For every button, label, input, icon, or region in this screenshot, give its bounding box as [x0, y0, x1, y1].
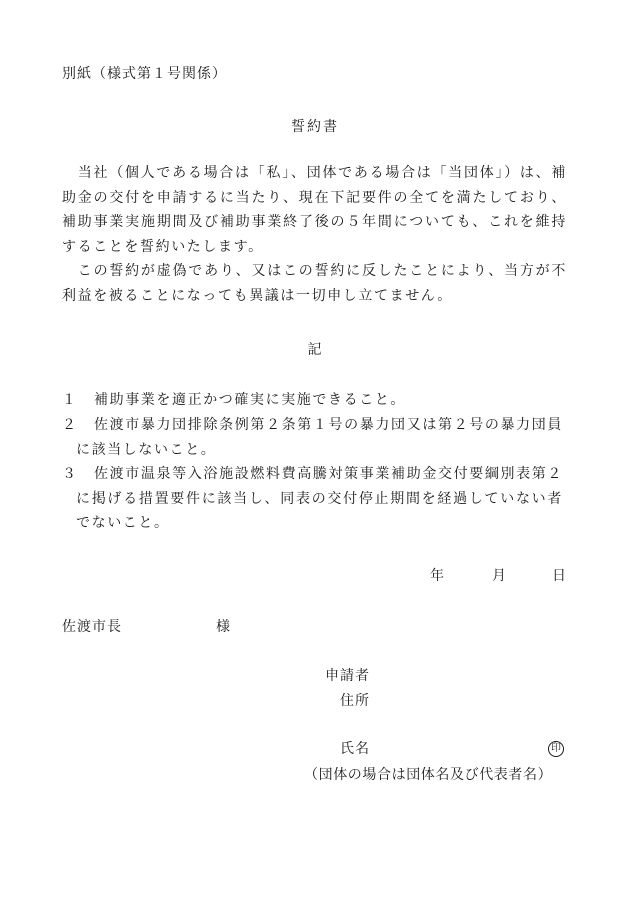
- date-day-label: 日: [552, 568, 567, 584]
- list-item-number: ２: [62, 417, 76, 433]
- list-item-text: 佐渡市温泉等入浴施設燃料費高騰対策事業補助金交付要綱別表第２に掲げる措置要件に該当し、同表の交付停止期間を経過していない者でないこと。: [76, 466, 563, 531]
- list-item-number: ３: [62, 466, 76, 482]
- addressee-name: 佐渡市長: [62, 619, 122, 635]
- attachment-label: 別紙（様式第１号関係）: [62, 66, 227, 82]
- pledge-paragraph-1: 当社（個人である場合は「私」、団体である場合は「当団体」）は、補助金の交付を申請するに当たり、現在下記要件の全てを満たしており、補助事業実施期間及び補助事業終了後の５年間についても、これを維持することを誓約いたします。: [62, 165, 567, 255]
- applicant-address-label: 住所: [340, 693, 370, 709]
- date-year-label: 年: [430, 568, 445, 584]
- applicant-note: （団体の場合は団体名及び代表者名）: [304, 767, 553, 783]
- date-month-label: 月: [492, 568, 507, 584]
- addressee-honorific: 様: [216, 619, 231, 635]
- document-title: 誓約書: [291, 119, 339, 135]
- ki-heading: 記: [307, 342, 323, 358]
- seal-mark: 印: [548, 741, 564, 757]
- list-item-text: 佐渡市暴力団排除条例第２条第１号の暴力団又は第２号の暴力団員に該当しないこと。: [76, 417, 563, 458]
- list-item-number: １: [62, 392, 76, 408]
- pledge-paragraph-2: この誓約が虚偽であり、又はこの誓約に反したことにより、当方が不利益を被ることになっても異議は一切申し立てません。: [62, 263, 567, 304]
- list-item-text: 補助事業を適正かつ確実に実施できること。: [94, 392, 406, 408]
- applicant-name-label: 氏名: [340, 741, 370, 757]
- applicant-heading: 申請者: [325, 668, 370, 684]
